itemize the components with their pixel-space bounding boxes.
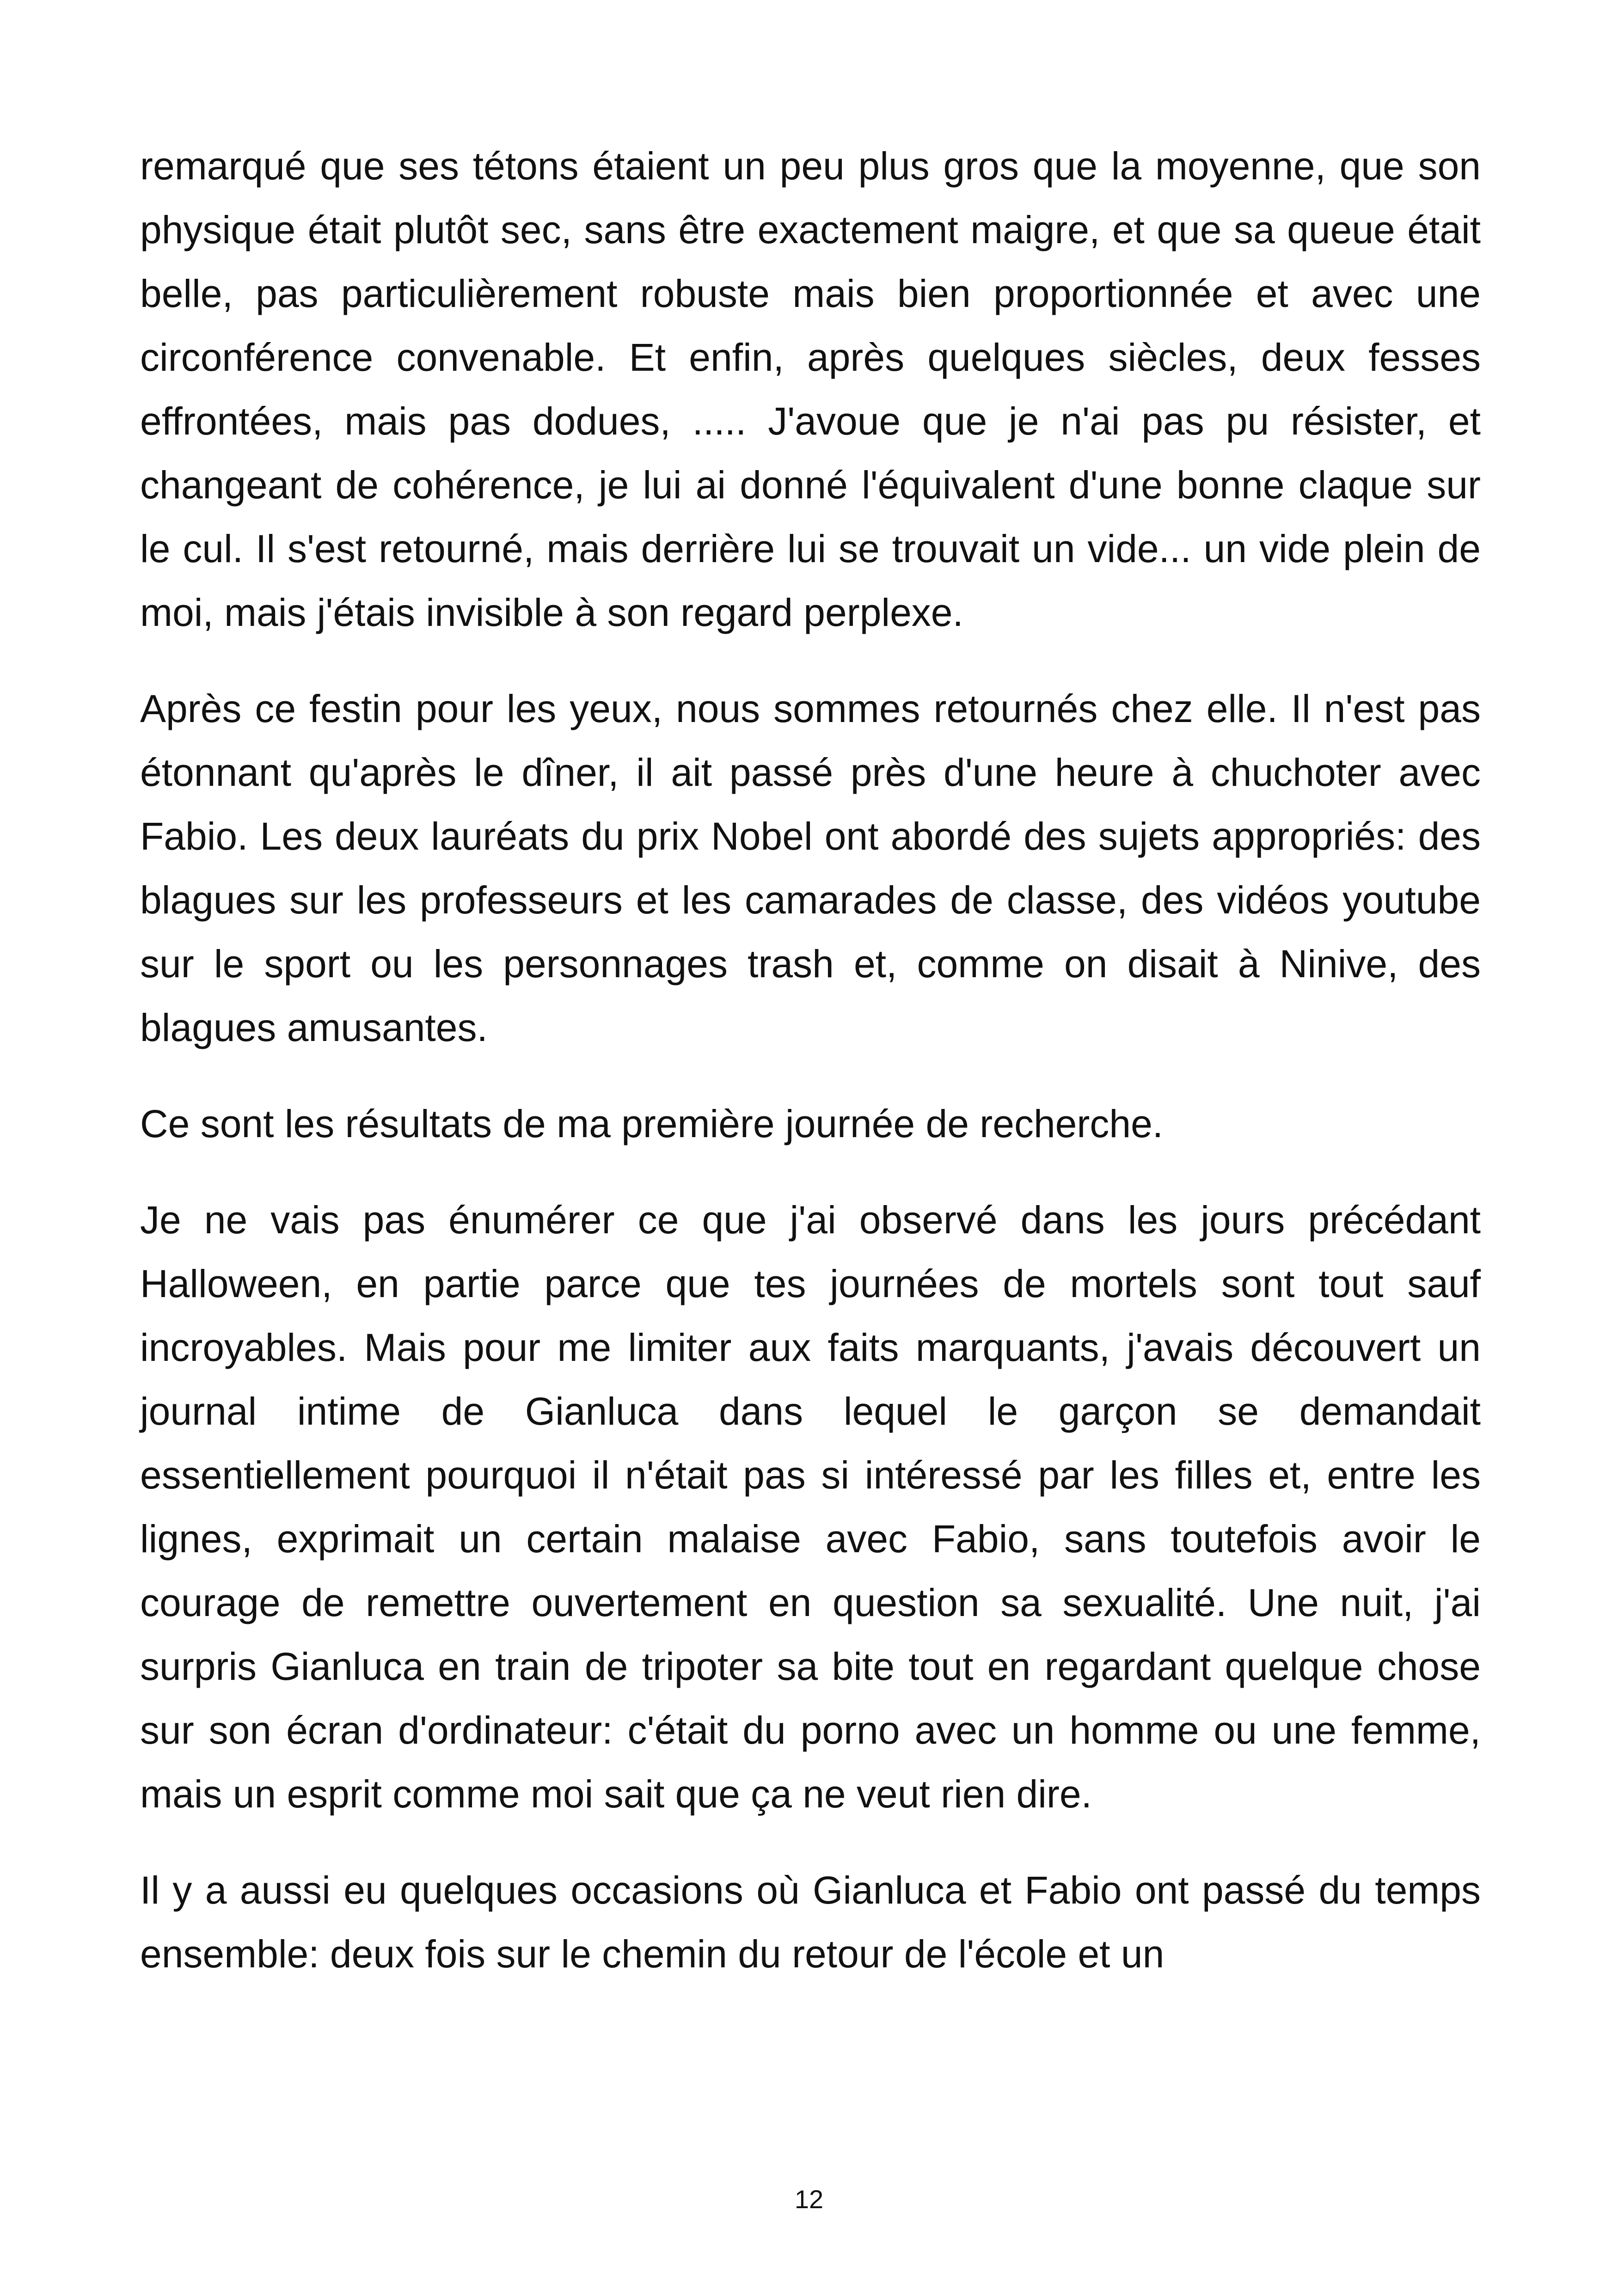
- paragraph: Ce sont les résultats de ma première journée de recherche.: [140, 1102, 1164, 1145]
- paragraph: Après ce festin pour les yeux, nous sommes retournés chez elle. Il n'est pas étonnant qu'après le dîner, il ait passé près d'une heure à chuchoter avec Fabio. Les deux lauréats du prix Nobel ont abordé des sujets appropriés: des blagues sur les professeurs et les camarades de classe, des vidéos youtube sur le sport ou les personnages trash et, comme on disait à Ninive, des blagues amusantes.: [140, 687, 1481, 1049]
- text-body: [140, 134, 1481, 2018]
- page-number: 12: [794, 2185, 824, 2214]
- paragraph: remarqué que ses tétons étaient un peu plus gros que la moyenne, que son physique était plutôt sec, sans être exactement maigre, et que sa queue était belle, pas particulièrement robuste mais bien proportionnée et avec une circonférence convenable. Et enfin, après quelques siècles, deux fesses effrontées, mais pas dodues, ..... J'avoue que je n'ai pas pu résister, et changeant de cohérence, je lui ai donné l'équivalent d'une bonne claque sur le cul. Il s'est retourné, mais derrière lui se trouvait un vide... un vide plein de moi, mais j'étais invisible à son regard perplexe.: [140, 144, 1481, 634]
- paragraph: Je ne vais pas énumérer ce que j'ai observé dans les jours précédant Halloween, en partie parce que tes journées de mortels sont tout sauf incroyables. Mais pour me limiter aux faits marquants, j'avais découvert un journal intime de Gianluca dans lequel le garçon se demandait essentiellement pourquoi il n'était pas si intéressé par les filles et, entre les lignes, exprimait un certain malaise avec Fabio, sans toutefois avoir le courage de remettre ouvertement en question sa sexualité. Une nuit, j'ai surpris Gianluca en train de tripoter sa bite tout en regardant quelque chose sur son écran d'ordinateur: c'était du porno avec un homme ou une femme, mais un esprit comme moi sait que ça ne veut rien dire.: [140, 1198, 1481, 1816]
- paragraph: Il y a aussi eu quelques occasions où Gianluca et Fabio ont passé du temps ensemble: deux fois sur le chemin du retour de l'école et un: [140, 1868, 1481, 1976]
